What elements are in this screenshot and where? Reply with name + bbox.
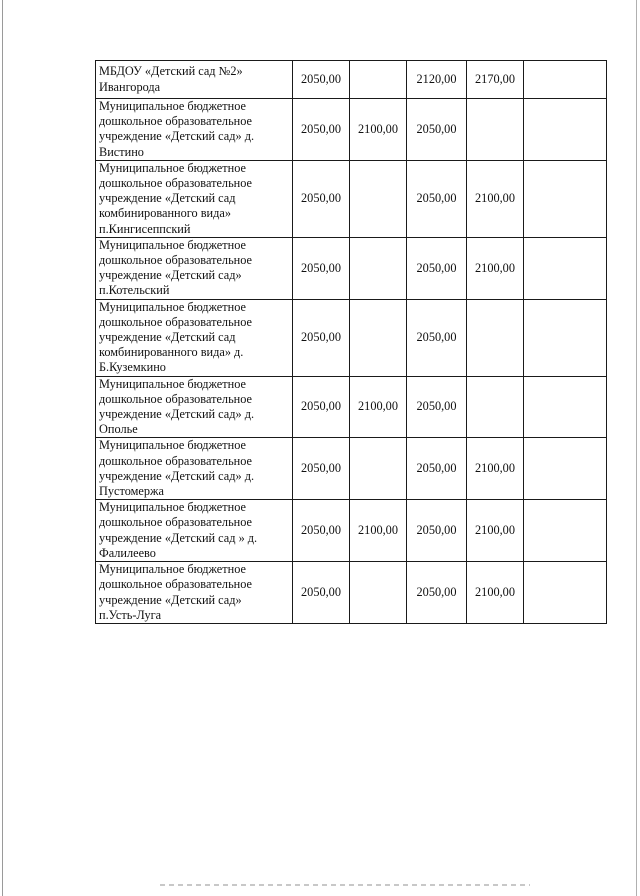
fee-cell-col-1: 2050,00	[293, 500, 350, 562]
fee-cell-col-1: 2050,00	[293, 160, 350, 237]
institution-name-line: Муниципальное бюджетное	[99, 99, 246, 113]
fee-cell-col-2	[350, 237, 407, 299]
institution-name-line: Вистино	[99, 144, 144, 159]
institution-name-cell	[96, 376, 293, 438]
scan-artifact-bottom	[160, 884, 530, 886]
fee-cell-col-3: 2050,00	[407, 438, 467, 500]
institution-name-cell	[96, 562, 293, 624]
institution-name-line: Муниципальное бюджетное	[99, 160, 246, 175]
institution-name-line: Муниципальное бюджетное	[99, 500, 246, 515]
fee-cell-col-2	[350, 299, 407, 376]
fee-cell-col-1: 2050,00	[293, 376, 350, 438]
institution-name-cell	[96, 299, 293, 376]
table-row	[96, 376, 607, 438]
fee-cell-col-2	[350, 562, 407, 624]
fee-cell-col-3: 2050,00	[407, 500, 467, 562]
institution-name-cell	[96, 160, 293, 237]
institution-name-cell	[96, 500, 293, 562]
fee-cell-col-5	[524, 299, 607, 376]
institution-name-line: учреждение «Детский сад» д.	[99, 468, 255, 483]
fee-cell-col-4: 2100,00	[467, 438, 524, 500]
institution-name-line: дошкольное образовательное	[99, 314, 253, 329]
table-row	[96, 99, 607, 161]
institution-name-cell	[96, 438, 293, 500]
table-row	[96, 299, 607, 376]
institution-name-line: учреждение «Детский сад»	[99, 268, 242, 283]
institution-name-line: Муниципальное бюджетное	[99, 438, 246, 453]
institution-name-line: МБДОУ «Детский сад №2»	[99, 64, 243, 79]
fee-cell-col-5	[524, 99, 607, 161]
institution-name-line: учреждение «Детский сад	[99, 191, 236, 206]
table-row	[96, 562, 607, 624]
fee-cell-col-1: 2050,00	[293, 61, 350, 99]
table-row	[96, 237, 607, 299]
fee-cell-col-1: 2050,00	[293, 99, 350, 161]
institution-name-line: п.Кингисеппский	[99, 221, 191, 236]
fee-cell-col-3: 2050,00	[407, 376, 467, 438]
institution-name-line: учреждение «Детский сад	[99, 330, 236, 345]
institution-name-line: учреждение «Детский сад» д.	[99, 407, 255, 422]
institution-name-line: дошкольное образовательное	[99, 515, 253, 530]
fee-cell-col-2	[350, 438, 407, 500]
scan-edge-right	[636, 0, 637, 896]
institution-name-line: Муниципальное бюджетное	[99, 376, 246, 391]
table-row	[96, 61, 607, 99]
institution-name-cell	[96, 99, 293, 161]
institution-name-line: учреждение «Детский сад » д.	[99, 530, 258, 545]
institution-name-line: п.Усть-Луга	[99, 607, 162, 622]
fee-cell-col-2: 2100,00	[350, 376, 407, 438]
fee-cell-col-3: 2120,00	[407, 61, 467, 99]
institution-name-line: дошкольное образовательное	[99, 114, 253, 129]
fee-cell-col-2: 2100,00	[350, 99, 407, 161]
fee-cell-col-4: 2170,00	[467, 61, 524, 99]
fee-cell-col-1: 2050,00	[293, 562, 350, 624]
institution-name-line: Б.Куземкино	[99, 360, 166, 375]
table-row	[96, 160, 607, 237]
institution-name-line: дошкольное образовательное	[99, 253, 253, 268]
fee-cell-col-3: 2050,00	[407, 299, 467, 376]
fee-cell-col-5	[524, 500, 607, 562]
institution-name-line: Ополье	[99, 422, 138, 437]
fee-cell-col-2	[350, 160, 407, 237]
fee-cell-col-5	[524, 61, 607, 99]
fees-table-body	[96, 61, 607, 624]
table-row	[96, 438, 607, 500]
fee-cell-col-2	[350, 61, 407, 99]
fee-cell-col-1: 2050,00	[293, 299, 350, 376]
institution-name-line: учреждение «Детский сад»	[99, 592, 242, 607]
scan-edge-left	[2, 0, 3, 896]
fee-cell-col-3: 2050,00	[407, 160, 467, 237]
institution-name-line: учреждение «Детский сад» д.	[99, 129, 255, 144]
fee-cell-col-3: 2050,00	[407, 237, 467, 299]
fee-cell-col-5	[524, 438, 607, 500]
institution-name-line: п.Котельский	[99, 283, 170, 298]
table-row	[96, 500, 607, 562]
institution-name-line: Пустомержа	[99, 484, 164, 499]
fee-cell-col-4: 2100,00	[467, 237, 524, 299]
fee-cell-col-5	[524, 376, 607, 438]
fee-cell-col-1: 2050,00	[293, 237, 350, 299]
institution-name-line: комбинированного вида»	[99, 206, 231, 221]
institution-name-line: Муниципальное бюджетное	[99, 562, 246, 577]
institution-name-line: дошкольное образовательное	[99, 391, 253, 406]
fee-cell-col-5	[524, 160, 607, 237]
fee-cell-col-5	[524, 562, 607, 624]
institution-name-line: Фалилеево	[99, 545, 156, 560]
institution-name-line: Муниципальное бюджетное	[99, 237, 246, 252]
institution-name-line: дошкольное образовательное	[99, 453, 253, 468]
fee-cell-col-4	[467, 99, 524, 161]
institution-name-line: дошкольное образовательное	[99, 176, 253, 191]
fee-cell-col-4	[467, 376, 524, 438]
institution-name-line: дошкольное образовательное	[99, 577, 253, 592]
fees-table	[95, 60, 607, 624]
institution-name-line: Ивангорода	[99, 79, 161, 94]
institution-name-cell	[96, 61, 293, 99]
fee-cell-col-4: 2100,00	[467, 562, 524, 624]
fee-cell-col-1: 2050,00	[293, 438, 350, 500]
fee-cell-col-4: 2100,00	[467, 160, 524, 237]
institution-name-cell	[96, 237, 293, 299]
fee-cell-col-4	[467, 299, 524, 376]
institution-name-line: комбинированного вида» д.	[99, 345, 244, 360]
fee-cell-col-3: 2050,00	[407, 562, 467, 624]
fee-cell-col-3: 2050,00	[407, 99, 467, 161]
institution-name-line: Муниципальное бюджетное	[99, 299, 246, 314]
fee-cell-col-4: 2100,00	[467, 500, 524, 562]
fee-cell-col-2: 2100,00	[350, 500, 407, 562]
fee-cell-col-5	[524, 237, 607, 299]
